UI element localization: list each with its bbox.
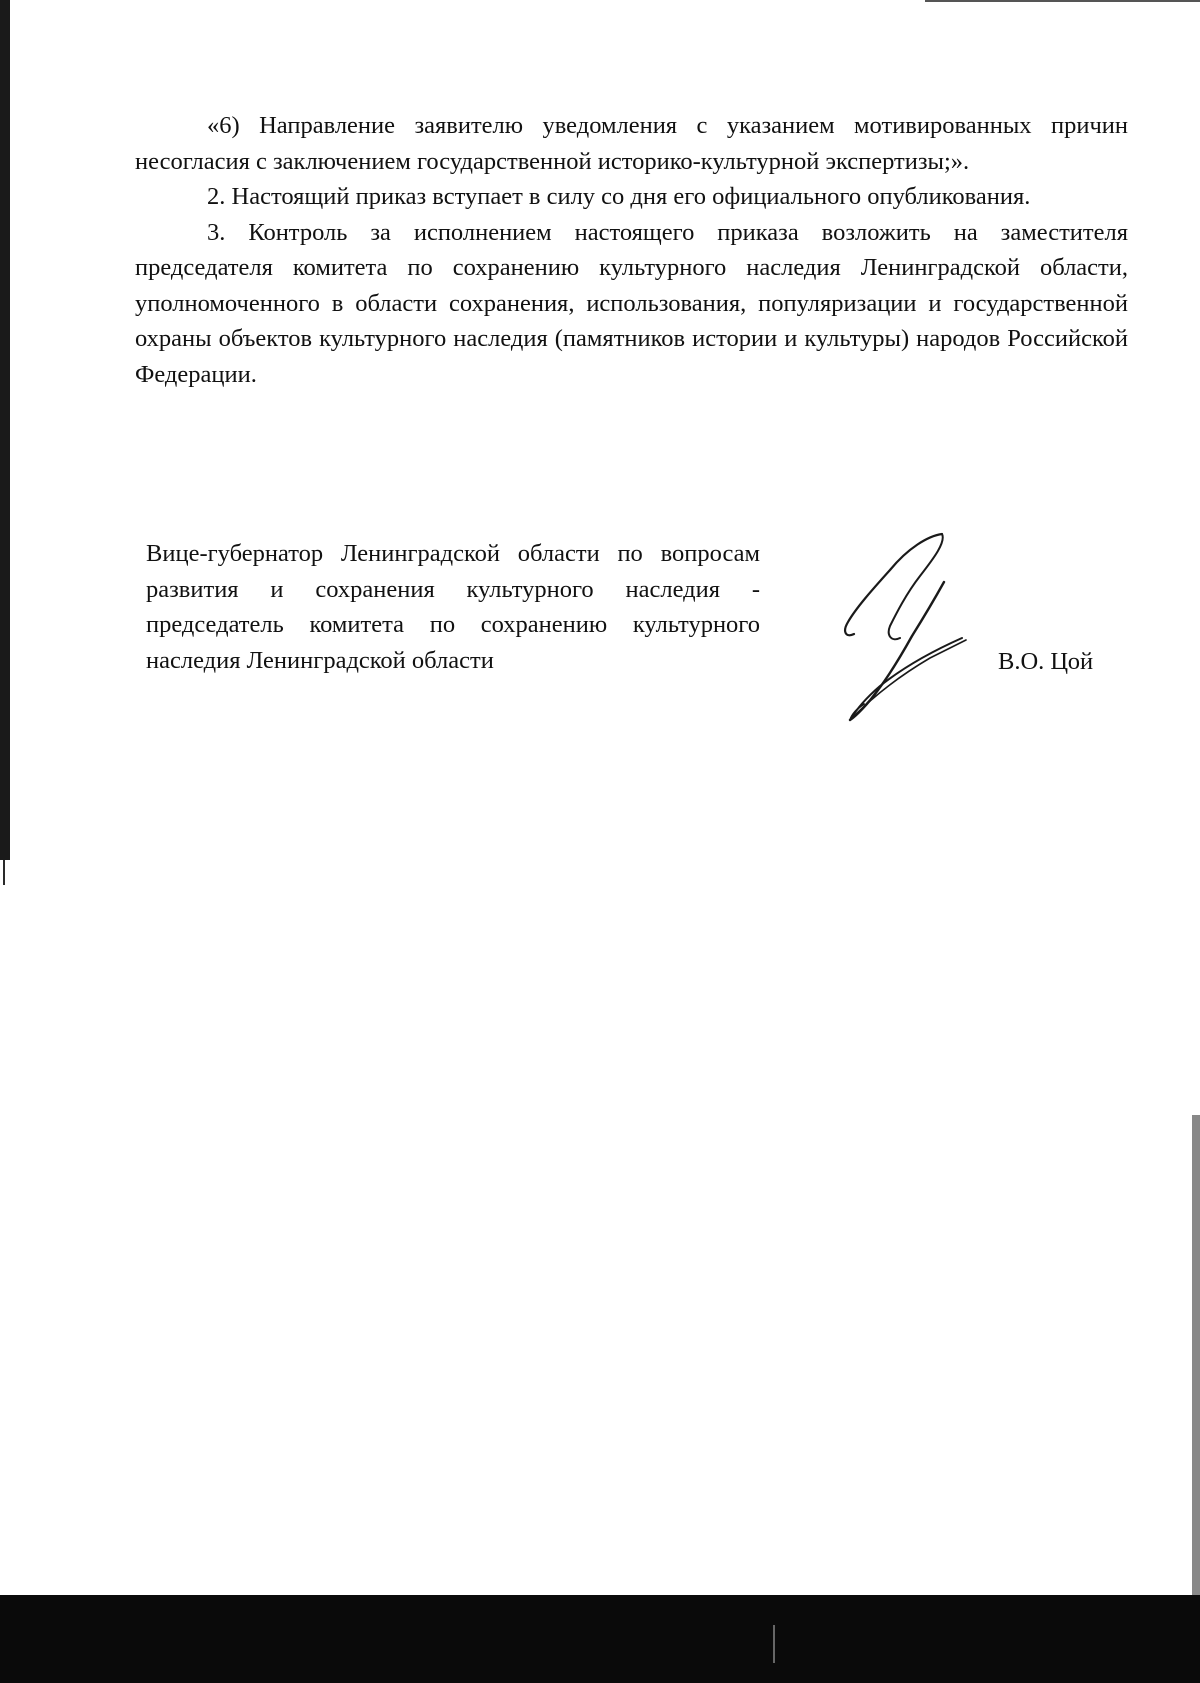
signatory-name: В.О. Цой [998, 648, 1094, 675]
paragraph-effective-date: 2. Настоящий приказ вступает в силу со дня его официального опубликования. [207, 183, 1031, 210]
scan-left-edge [0, 0, 10, 860]
scan-right-edge [1192, 1115, 1200, 1595]
signatory-position: Вице-губернатор Ленинградской области по вопросам развития и сохранения культурного наследия - председатель комитета по сохранению культурного наследия Ленинградской области [146, 540, 760, 674]
document-body [135, 108, 1128, 392]
paragraph-control: 3. Контроль за исполнением настоящего приказа возложить на заместителя председателя комитета по сохранению культурного наследия Ленинградской области, уполномоченного в области сохранения, использования, популяризации и государственной охраны объектов культурного наследия (памятников истории и культуры) народов Российской Федерации. [135, 218, 1128, 388]
scan-top-line [925, 0, 1200, 2]
paragraph-item-6: «6) Направление заявителю уведомления с указанием мотивированных причин несогласия с заключением государственной историко-культурной экспертизы;». [135, 112, 1128, 175]
scan-left-edge-fragment [3, 860, 5, 885]
scan-bottom-notch [773, 1625, 775, 1663]
scan-bottom-border [0, 1595, 1200, 1683]
handwritten-signature [830, 528, 990, 723]
